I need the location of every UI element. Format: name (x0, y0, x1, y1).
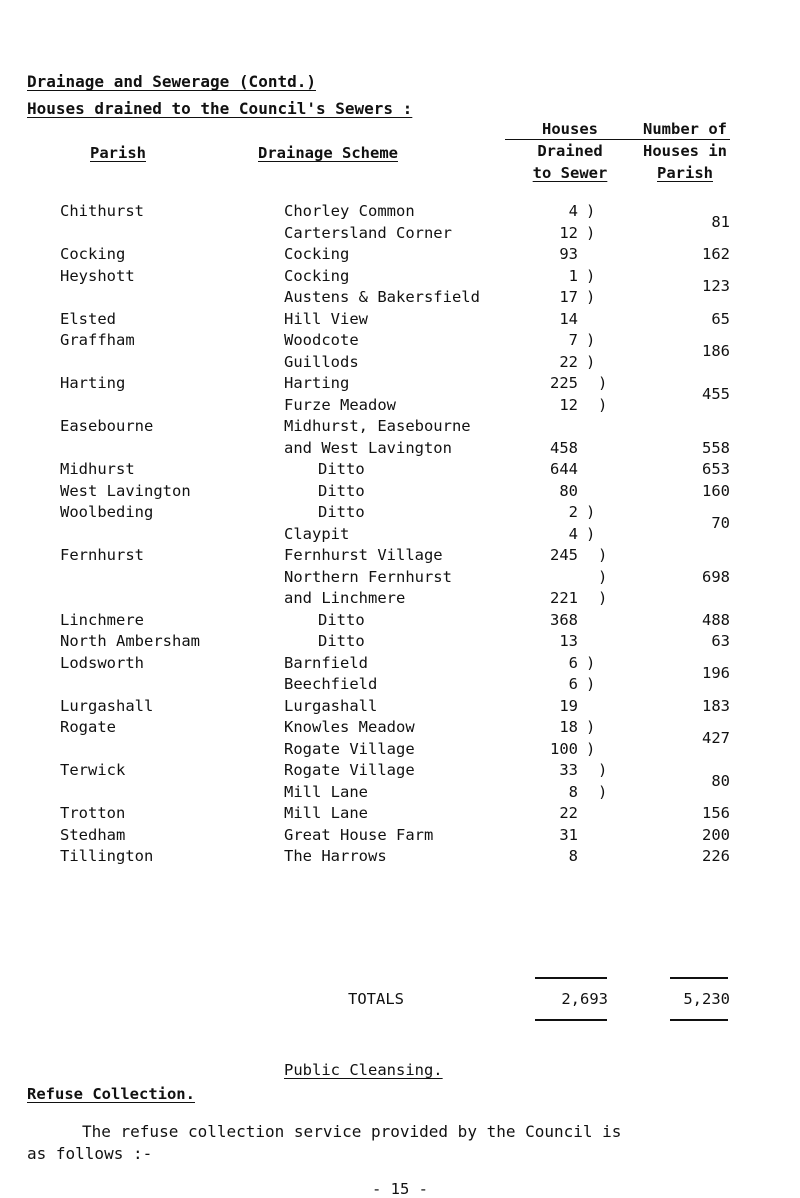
row-scheme: Ditto (318, 460, 365, 478)
col-header-drained-2: Drained (537, 142, 603, 160)
row-drained: 245 (550, 546, 578, 564)
group-bracket: ) (586, 288, 596, 306)
row-drained: 225 (550, 374, 578, 392)
row-total: 63 (711, 632, 730, 650)
group-bracket: ) (586, 352, 596, 371)
page-heading: Drainage and Sewerage (Contd.) (27, 72, 316, 91)
group-bracket: ) (598, 589, 608, 607)
row-parish: Chithurst (60, 202, 144, 220)
row-scheme: and Linchmere (284, 589, 406, 607)
group-bracket: ) (586, 718, 596, 736)
row-parish: Fernhurst (60, 546, 144, 564)
row-scheme: Ditto (318, 632, 365, 650)
refuse-text-line-2: as follows :- (27, 1144, 153, 1163)
row-total: 653 (702, 460, 730, 478)
row-scheme: Ditto (318, 481, 365, 500)
row-drained: 6 (568, 675, 578, 693)
row-scheme: Rogate Village (284, 761, 415, 779)
row-parish: Cocking (60, 245, 126, 263)
row-scheme: The Harrows (284, 847, 387, 865)
row-scheme: Cocking (284, 245, 350, 263)
group-total: 70 (711, 513, 730, 532)
row-scheme: Mill Lane (284, 804, 368, 822)
col-header-scheme: Drainage Scheme (258, 144, 398, 162)
row-scheme: Guillods (284, 352, 359, 371)
row-scheme: Woodcote (284, 331, 359, 349)
row-total: 226 (702, 847, 730, 865)
row-scheme: Furze Meadow (284, 395, 396, 414)
row-drained: 18 (559, 718, 578, 736)
group-bracket: ) (586, 653, 596, 672)
group-total: 186 (702, 341, 730, 360)
row-scheme: Cartersland Corner (284, 223, 452, 242)
row-scheme: Chorley Common (284, 202, 415, 220)
group-bracket: ) (598, 567, 608, 586)
row-drained: 93 (559, 245, 578, 263)
row-drained: 22 (559, 804, 578, 822)
row-scheme: Ditto (318, 503, 365, 521)
row-scheme: Beechfield (284, 675, 378, 693)
row-drained: 4 (568, 202, 578, 220)
row-scheme: Knowles Meadow (284, 718, 415, 736)
row-parish: Linchmere (60, 610, 144, 629)
group-total: 427 (702, 728, 730, 747)
refuse-text-line-1: The refuse collection service provided by the Council is (82, 1122, 622, 1141)
row-scheme: Rogate Village (284, 739, 415, 758)
totals-label: TOTALS (348, 990, 404, 1008)
row-total: 183 (702, 696, 730, 715)
row-total: 488 (702, 610, 730, 629)
row-drained: 6 (568, 653, 578, 672)
row-drained: 2 (568, 503, 578, 521)
group-bracket: ) (586, 675, 596, 693)
row-parish: Lodsworth (60, 653, 144, 672)
row-parish: West Lavington (60, 481, 191, 500)
col-header-drained-1: Houses (542, 120, 598, 138)
row-scheme: Midhurst, Easebourne (284, 417, 471, 435)
group-total: 196 (702, 664, 730, 683)
group-bracket: ) (586, 503, 596, 521)
col-header-number-2: Houses in (643, 142, 727, 160)
group-bracket: ) (586, 524, 596, 543)
row-drained: 7 (568, 331, 578, 349)
group-bracket: ) (598, 546, 608, 564)
row-drained: 31 (559, 825, 578, 844)
group-total: 80 (711, 771, 730, 790)
row-parish: Woolbeding (60, 503, 154, 521)
header-rule-number (622, 139, 730, 140)
row-drained: 4 (568, 524, 578, 543)
row-drained: 368 (550, 610, 578, 629)
row-drained: 14 (559, 309, 578, 328)
row-scheme: Hill View (284, 309, 368, 328)
row-drained: 17 (559, 288, 578, 306)
row-scheme: and West Lavington (284, 438, 452, 457)
row-total: 160 (702, 481, 730, 500)
page-number: - 15 - (372, 1180, 428, 1198)
row-drained: 458 (550, 438, 578, 457)
row-parish: Terwick (60, 761, 126, 779)
row-parish: Elsted (60, 309, 116, 328)
group-bracket: ) (586, 331, 596, 349)
row-total: 558 (702, 438, 730, 457)
row-drained: 19 (559, 696, 578, 715)
row-scheme: Harting (284, 374, 350, 392)
row-scheme: Claypit (284, 524, 350, 543)
row-drained: 22 (559, 352, 578, 371)
row-scheme: Great House Farm (284, 825, 434, 844)
row-scheme: Lurgashall (284, 696, 378, 715)
row-drained: 80 (559, 481, 578, 500)
row-total: 65 (711, 309, 730, 328)
row-drained: 8 (568, 782, 578, 801)
group-bracket: ) (586, 266, 596, 285)
totals-houses: 5,230 (683, 990, 730, 1008)
row-parish: Lurgashall (60, 696, 154, 715)
group-bracket: ) (586, 739, 596, 758)
col-header-number-1: Number of (643, 120, 727, 138)
row-scheme: Austens & Bakersfield (284, 288, 480, 306)
header-rule-drained (505, 139, 625, 140)
col-header-drained-3: to Sewer (532, 164, 608, 182)
totals-rule-top-drained (535, 977, 607, 979)
row-drained: 12 (559, 395, 578, 414)
row-total: 156 (702, 804, 730, 822)
row-drained: 221 (550, 589, 578, 607)
group-total: 123 (702, 277, 730, 296)
row-scheme: Ditto (318, 610, 365, 629)
group-total: 455 (702, 384, 730, 403)
group-total: 81 (711, 212, 730, 231)
row-parish: North Ambersham (60, 632, 200, 650)
row-parish: Heyshott (60, 266, 135, 285)
col-header-parish: Parish (90, 144, 146, 162)
totals-drained: 2,693 (561, 990, 608, 1008)
totals-rule-bottom-drained (535, 1019, 607, 1021)
row-scheme: Northern Fernhurst (284, 567, 452, 586)
row-parish: Stedham (60, 825, 126, 844)
row-drained: 1 (568, 266, 578, 285)
row-drained: 644 (550, 460, 578, 478)
totals-rule-bottom-houses (670, 1019, 728, 1021)
group-total: 698 (702, 567, 730, 586)
row-drained: 8 (568, 847, 578, 865)
row-parish: Trotton (60, 804, 126, 822)
group-bracket: ) (598, 374, 608, 392)
refuse-collection-heading: Refuse Collection. (27, 1085, 195, 1103)
section-subheading: Houses drained to the Council's Sewers : (27, 99, 413, 118)
group-bracket: ) (598, 761, 608, 779)
row-scheme: Fernhurst Village (284, 546, 443, 564)
row-parish: Graffham (60, 331, 135, 349)
row-scheme: Barnfield (284, 653, 368, 672)
row-drained: 33 (559, 761, 578, 779)
col-header-number-3: Parish (657, 164, 713, 182)
row-drained: 13 (559, 632, 578, 650)
group-bracket: ) (598, 782, 608, 801)
row-parish: Rogate (60, 718, 116, 736)
row-drained: 12 (559, 223, 578, 242)
row-scheme: Mill Lane (284, 782, 368, 801)
group-bracket: ) (586, 202, 596, 220)
group-bracket: ) (598, 395, 608, 414)
row-parish: Harting (60, 374, 126, 392)
public-cleansing-heading: Public Cleansing. (284, 1061, 443, 1079)
row-parish: Tillington (60, 847, 154, 865)
row-parish: Easebourne (60, 417, 154, 435)
row-parish: Midhurst (60, 460, 135, 478)
row-scheme: Cocking (284, 266, 350, 285)
row-drained: 100 (550, 739, 578, 758)
row-total: 162 (702, 245, 730, 263)
group-bracket: ) (586, 223, 596, 242)
totals-rule-top-houses (670, 977, 728, 979)
row-total: 200 (702, 825, 730, 844)
